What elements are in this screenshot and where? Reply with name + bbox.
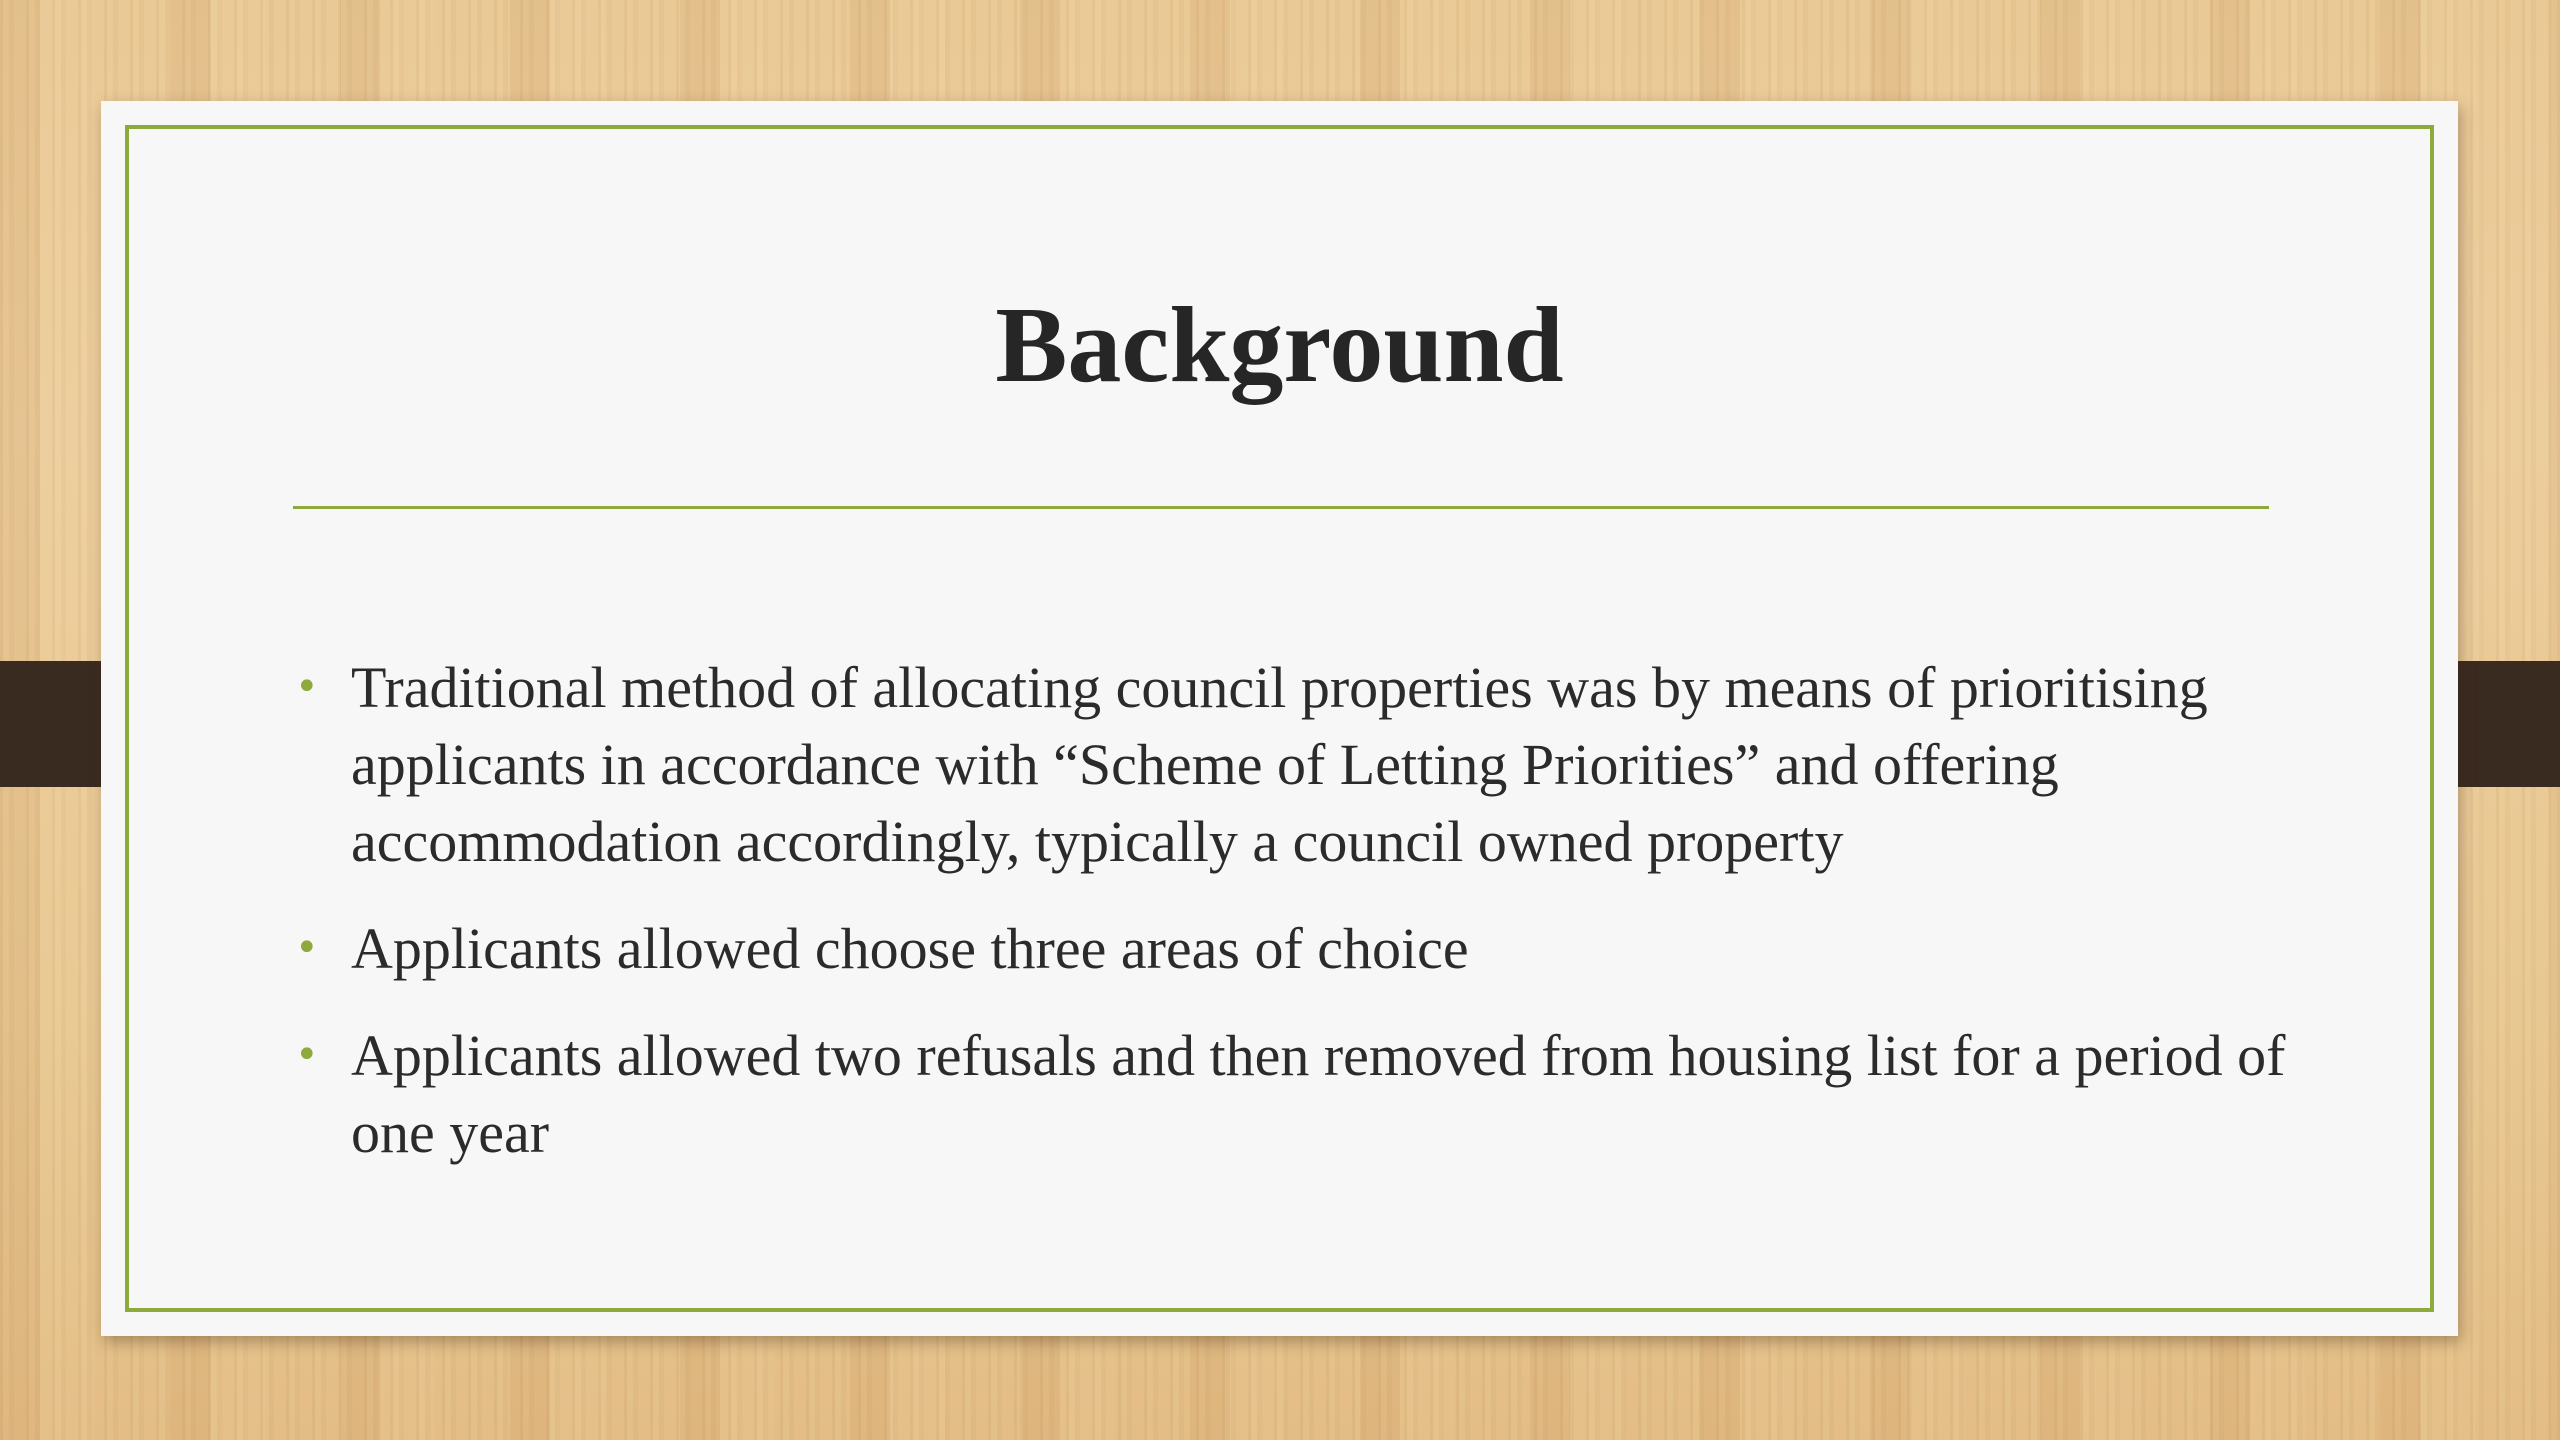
bullet-text: Applicants allowed choose three areas of choice [351,916,1469,981]
bullet-item-allocation-method [293,649,2353,880]
bullet-item-refusals [293,1017,2353,1171]
bullet-text: Traditional method of allocating council properties was by means of prioritising applicants in accordance with “Scheme of Letting Priorities” and offering accommodation accordingly, typically a council owned property [351,655,2208,874]
bullet-list [293,649,2353,1201]
bullet-icon: • [295,664,319,710]
slide-title: Background [995,286,1564,405]
slide [101,101,2458,1336]
bullet-item-areas-of-choice [293,910,2353,987]
bullet-icon: • [295,1032,319,1078]
bullet-text: Applicants allowed two refusals and then removed from housing list for a period of one year [351,1023,2286,1165]
title-divider [293,506,2269,509]
bullet-icon: • [295,925,319,971]
